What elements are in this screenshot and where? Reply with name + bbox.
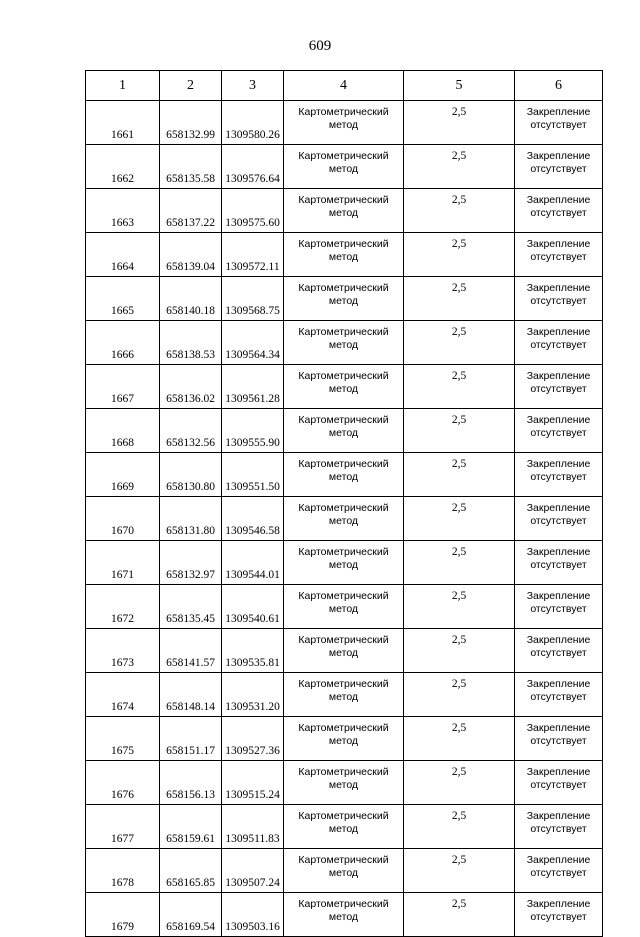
fixing-cell: Закрепление отсутствует <box>515 321 603 365</box>
y-coordinate-cell: 1309527.36 <box>222 717 284 761</box>
point-number-cell: 1677 <box>86 805 160 849</box>
x-coordinate-cell: 658156.13 <box>160 761 222 805</box>
point-number-cell: 1672 <box>86 585 160 629</box>
table-row <box>86 189 603 233</box>
table-row <box>86 497 603 541</box>
method-cell: Картометрический метод <box>284 497 404 541</box>
x-coordinate-cell: 658135.58 <box>160 145 222 189</box>
y-coordinate-cell: 1309507.24 <box>222 849 284 893</box>
fixing-cell: Закрепление отсутствует <box>515 541 603 585</box>
y-coordinate-cell: 1309544.01 <box>222 541 284 585</box>
x-coordinate-cell: 658148.14 <box>160 673 222 717</box>
method-cell: Картометрический метод <box>284 233 404 277</box>
method-cell: Картометрический метод <box>284 761 404 805</box>
method-cell: Картометрический метод <box>284 673 404 717</box>
y-coordinate-cell: 1309511.83 <box>222 805 284 849</box>
point-number-cell: 1661 <box>86 101 160 145</box>
fixing-cell: Закрепление отсутствует <box>515 629 603 673</box>
y-coordinate-cell: 1309531.20 <box>222 673 284 717</box>
method-cell: Картометрический метод <box>284 849 404 893</box>
fixing-cell: Закрепление отсутствует <box>515 805 603 849</box>
accuracy-cell: 2,5 <box>404 541 515 585</box>
point-number-cell: 1673 <box>86 629 160 673</box>
column-header: 6 <box>515 71 603 101</box>
fixing-cell: Закрепление отсутствует <box>515 189 603 233</box>
y-coordinate-cell: 1309564.34 <box>222 321 284 365</box>
accuracy-cell: 2,5 <box>404 101 515 145</box>
fixing-cell: Закрепление отсутствует <box>515 409 603 453</box>
point-number-cell: 1667 <box>86 365 160 409</box>
accuracy-cell: 2,5 <box>404 805 515 849</box>
fixing-cell: Закрепление отсутствует <box>515 673 603 717</box>
point-number-cell: 1663 <box>86 189 160 233</box>
accuracy-cell: 2,5 <box>404 233 515 277</box>
accuracy-cell: 2,5 <box>404 189 515 233</box>
column-header: 1 <box>86 71 160 101</box>
fixing-cell: Закрепление отсутствует <box>515 453 603 497</box>
point-number-cell: 1678 <box>86 849 160 893</box>
table-row <box>86 541 603 585</box>
coordinates-table <box>85 70 603 937</box>
table-row <box>86 145 603 189</box>
table-row <box>86 849 603 893</box>
method-cell: Картометрический метод <box>284 805 404 849</box>
table-row <box>86 409 603 453</box>
column-header: 5 <box>404 71 515 101</box>
table-header-row <box>86 71 603 101</box>
fixing-cell: Закрепление отсутствует <box>515 585 603 629</box>
table-row <box>86 453 603 497</box>
method-cell: Картометрический метод <box>284 189 404 233</box>
point-number-cell: 1665 <box>86 277 160 321</box>
y-coordinate-cell: 1309503.16 <box>222 893 284 937</box>
point-number-cell: 1675 <box>86 717 160 761</box>
y-coordinate-cell: 1309515.24 <box>222 761 284 805</box>
method-cell: Картометрический метод <box>284 893 404 937</box>
y-coordinate-cell: 1309535.81 <box>222 629 284 673</box>
accuracy-cell: 2,5 <box>404 585 515 629</box>
table-row <box>86 101 603 145</box>
table-row <box>86 365 603 409</box>
method-cell: Картометрический метод <box>284 541 404 585</box>
fixing-cell: Закрепление отсутствует <box>515 893 603 937</box>
y-coordinate-cell: 1309575.60 <box>222 189 284 233</box>
x-coordinate-cell: 658151.17 <box>160 717 222 761</box>
fixing-cell: Закрепление отсутствует <box>515 761 603 805</box>
column-header: 3 <box>222 71 284 101</box>
x-coordinate-cell: 658138.53 <box>160 321 222 365</box>
point-number-cell: 1674 <box>86 673 160 717</box>
x-coordinate-cell: 658159.61 <box>160 805 222 849</box>
accuracy-cell: 2,5 <box>404 629 515 673</box>
point-number-cell: 1668 <box>86 409 160 453</box>
table-body <box>86 101 603 937</box>
accuracy-cell: 2,5 <box>404 365 515 409</box>
y-coordinate-cell: 1309540.61 <box>222 585 284 629</box>
table-row <box>86 585 603 629</box>
fixing-cell: Закрепление отсутствует <box>515 717 603 761</box>
method-cell: Картометрический метод <box>284 409 404 453</box>
method-cell: Картометрический метод <box>284 101 404 145</box>
y-coordinate-cell: 1309580.26 <box>222 101 284 145</box>
x-coordinate-cell: 658139.04 <box>160 233 222 277</box>
table-row <box>86 233 603 277</box>
point-number-cell: 1679 <box>86 893 160 937</box>
x-coordinate-cell: 658165.85 <box>160 849 222 893</box>
x-coordinate-cell: 658136.02 <box>160 365 222 409</box>
point-number-cell: 1671 <box>86 541 160 585</box>
x-coordinate-cell: 658132.99 <box>160 101 222 145</box>
x-coordinate-cell: 658130.80 <box>160 453 222 497</box>
x-coordinate-cell: 658135.45 <box>160 585 222 629</box>
table-row <box>86 673 603 717</box>
point-number-cell: 1670 <box>86 497 160 541</box>
fixing-cell: Закрепление отсутствует <box>515 849 603 893</box>
accuracy-cell: 2,5 <box>404 893 515 937</box>
accuracy-cell: 2,5 <box>404 321 515 365</box>
method-cell: Картометрический метод <box>284 453 404 497</box>
fixing-cell: Закрепление отсутствует <box>515 101 603 145</box>
point-number-cell: 1666 <box>86 321 160 365</box>
table-row <box>86 321 603 365</box>
fixing-cell: Закрепление отсутствует <box>515 145 603 189</box>
table-row <box>86 629 603 673</box>
table-row <box>86 277 603 321</box>
column-header: 2 <box>160 71 222 101</box>
x-coordinate-cell: 658169.54 <box>160 893 222 937</box>
method-cell: Картометрический метод <box>284 321 404 365</box>
accuracy-cell: 2,5 <box>404 673 515 717</box>
table-row <box>86 805 603 849</box>
accuracy-cell: 2,5 <box>404 409 515 453</box>
y-coordinate-cell: 1309555.90 <box>222 409 284 453</box>
fixing-cell: Закрепление отсутствует <box>515 277 603 321</box>
y-coordinate-cell: 1309568.75 <box>222 277 284 321</box>
accuracy-cell: 2,5 <box>404 849 515 893</box>
x-coordinate-cell: 658132.97 <box>160 541 222 585</box>
x-coordinate-cell: 658141.57 <box>160 629 222 673</box>
fixing-cell: Закрепление отсутствует <box>515 365 603 409</box>
y-coordinate-cell: 1309572.11 <box>222 233 284 277</box>
accuracy-cell: 2,5 <box>404 497 515 541</box>
page-number: 609 <box>308 38 332 54</box>
point-number-cell: 1676 <box>86 761 160 805</box>
y-coordinate-cell: 1309551.50 <box>222 453 284 497</box>
x-coordinate-cell: 658137.22 <box>160 189 222 233</box>
table-row <box>86 717 603 761</box>
accuracy-cell: 2,5 <box>404 145 515 189</box>
method-cell: Картометрический метод <box>284 145 404 189</box>
y-coordinate-cell: 1309576.64 <box>222 145 284 189</box>
accuracy-cell: 2,5 <box>404 717 515 761</box>
method-cell: Картометрический метод <box>284 585 404 629</box>
table-row <box>86 893 603 937</box>
method-cell: Картометрический метод <box>284 717 404 761</box>
method-cell: Картометрический метод <box>284 277 404 321</box>
fixing-cell: Закрепление отсутствует <box>515 497 603 541</box>
accuracy-cell: 2,5 <box>404 277 515 321</box>
point-number-cell: 1662 <box>86 145 160 189</box>
point-number-cell: 1664 <box>86 233 160 277</box>
x-coordinate-cell: 658132.56 <box>160 409 222 453</box>
x-coordinate-cell: 658140.18 <box>160 277 222 321</box>
accuracy-cell: 2,5 <box>404 761 515 805</box>
table-row <box>86 761 603 805</box>
accuracy-cell: 2,5 <box>404 453 515 497</box>
fixing-cell: Закрепление отсутствует <box>515 233 603 277</box>
y-coordinate-cell: 1309546.58 <box>222 497 284 541</box>
y-coordinate-cell: 1309561.28 <box>222 365 284 409</box>
x-coordinate-cell: 658131.80 <box>160 497 222 541</box>
method-cell: Картометрический метод <box>284 629 404 673</box>
column-header: 4 <box>284 71 404 101</box>
point-number-cell: 1669 <box>86 453 160 497</box>
method-cell: Картометрический метод <box>284 365 404 409</box>
